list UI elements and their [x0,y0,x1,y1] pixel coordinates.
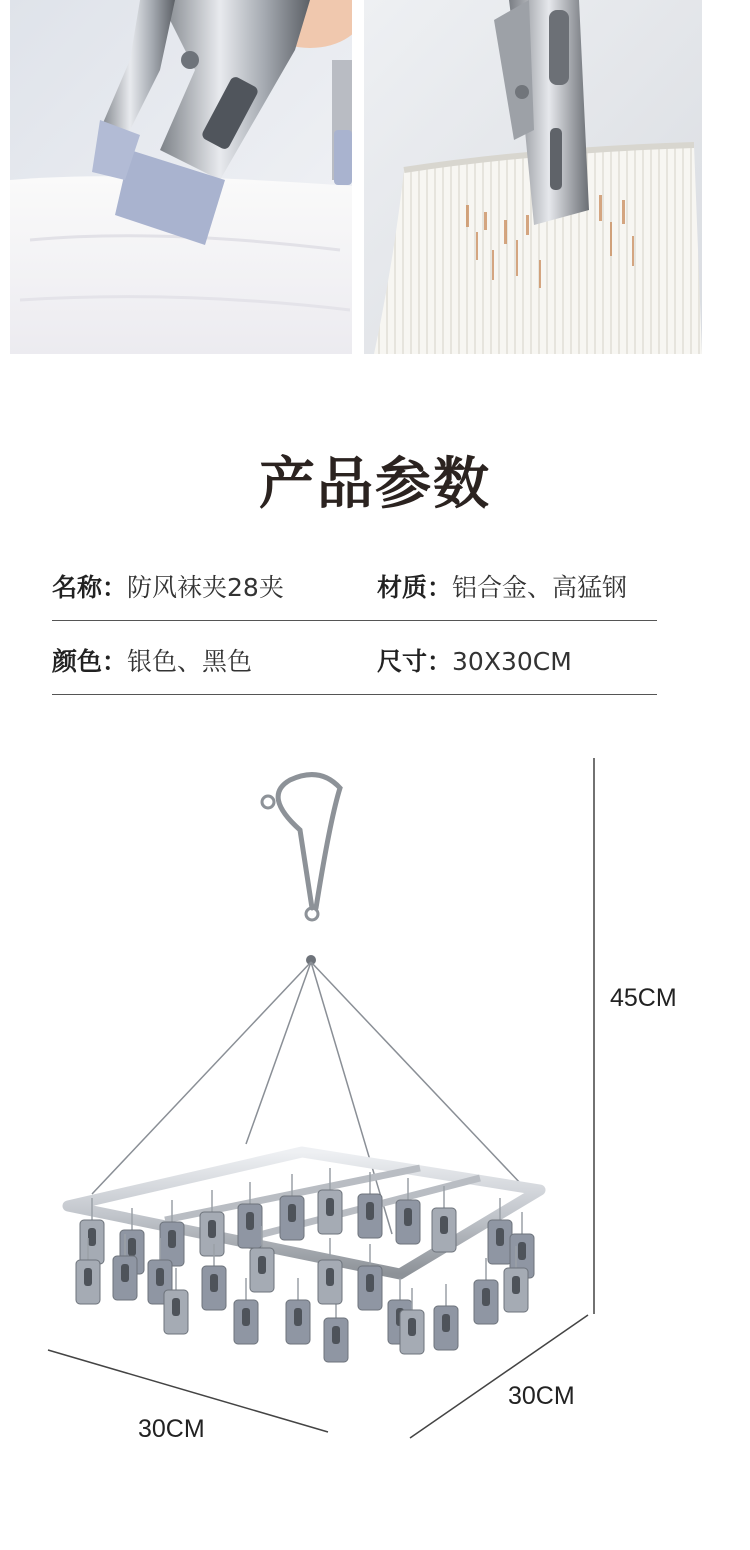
spec-material [377,568,627,604]
width-dimension-label: 30CM [138,1415,205,1443]
clothespin-icon [238,1182,262,1248]
clip-on-shirt-photo [10,0,352,354]
spec-key: 名称： [52,573,128,602]
spec-value: 防风袜夹28夹 [127,573,284,602]
depth-dimension-label: 30CM [508,1382,575,1410]
spec-row [52,560,657,621]
product-dimension-diagram [0,700,750,1546]
spec-size [377,642,572,678]
spec-value: 铝合金、高猛钢 [452,573,628,602]
spec-key: 颜色： [52,647,128,676]
spec-color [52,642,252,678]
clothespin-icon [286,1278,310,1344]
spec-name [52,568,284,604]
clip-group [76,1168,534,1362]
spec-value: 银色、黑色 [127,647,253,676]
clothespin-icon [318,1238,342,1304]
clothespin-icon [324,1296,348,1362]
clothespin-icon [160,1200,184,1266]
height-dimension-label: 45CM [610,984,677,1012]
clothespin-icon [396,1178,420,1244]
clothespin-icon [318,1168,342,1234]
spec-key: 材质： [377,573,453,602]
clothespin-icon [474,1258,498,1324]
clothespin-icon [434,1284,458,1350]
clothespin-icon [200,1190,224,1256]
section-title: 产品参数 [259,452,491,517]
clothespin-icon [358,1244,382,1310]
clip-on-sock-photo [364,0,702,354]
hanger-illustration [0,700,750,1546]
spec-key: 尺寸： [377,647,453,676]
clothespin-icon [280,1174,304,1240]
clothespin-icon [400,1288,424,1354]
spec-value: 30X30CM [452,647,572,676]
clothespin-icon [432,1186,456,1252]
spec-row [52,634,657,695]
